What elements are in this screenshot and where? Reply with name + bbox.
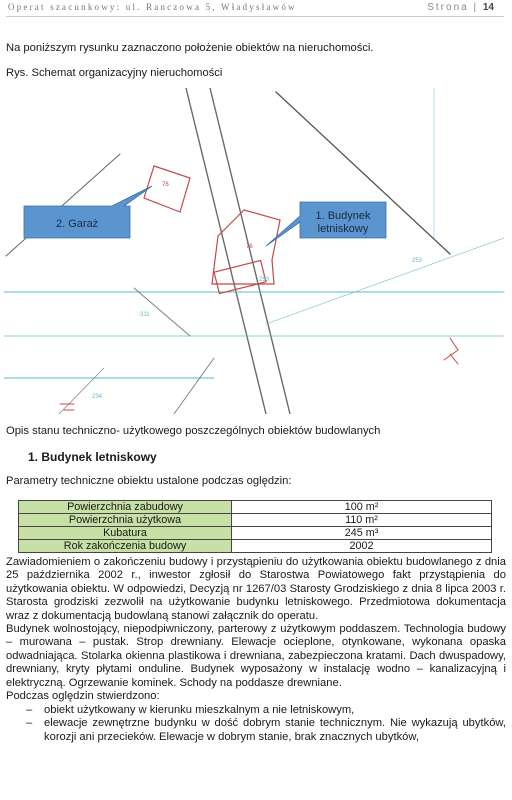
- parcel-boundary-lines: [4, 88, 504, 414]
- summer-house-footprint: [212, 210, 280, 293]
- running-header: Operat szacunkowy: ul. Ranczowa 5, Władysławów: [8, 2, 297, 12]
- table-row: [19, 540, 492, 553]
- figure-caption: Rys. Schemat organizacyjny nieruchomości: [6, 67, 223, 79]
- page-separator: |: [473, 2, 479, 13]
- param-value: 110 m²: [232, 514, 492, 527]
- list-item: [6, 717, 506, 744]
- param-label: Rok zakończenia budowy: [19, 540, 232, 553]
- list-item: [6, 704, 506, 717]
- list-item-text: obiekt użytkowany w kierunku mieszkalnym a nie letniskowym,: [44, 704, 355, 716]
- callout-building-line2: letniskowy: [317, 223, 369, 235]
- body-text: [6, 556, 506, 703]
- params-intro: Parametry techniczne obiektu ustalone podczas oględzin:: [6, 475, 292, 487]
- table-row: [19, 527, 492, 540]
- parcel-label: 253: [259, 277, 270, 283]
- parcel-label: 234: [92, 394, 103, 400]
- paragraph-building-description: Budynek wolnostojący, niepodpiwniczony, parterowy z użytkowym poddaszem. Technologia budowy – murowana – pustak. Strop drewniany. Elewacje ocieplone, otynkowane, wykonana opaska odwadniająca. Stolarka okienna plastikowa i drewniana, zabezpieczona kratami. Dach dwuspadowy, drewniany, kryty płytami onduline. Budynek wyposażony w instalację wodno – kanalizacyjną i elektryczną. Ogrzewanie kominek. Schody na poddasze drewniane.: [6, 623, 506, 689]
- parameters-table: [18, 500, 492, 553]
- parcel-label: 76: [246, 244, 253, 250]
- page-number: 14: [482, 2, 494, 13]
- bullet-dash: –: [26, 717, 33, 730]
- section-intro: Opis stanu techniczno- użytkowego poszczególnych obiektów budowlanych: [6, 425, 381, 437]
- intro-text: Na poniższym rysunku zaznaczono położenie obiektów na nieruchomości.: [6, 42, 374, 54]
- page-number-label: [427, 2, 494, 13]
- param-value: 2002: [232, 540, 492, 553]
- param-label: Kubatura: [19, 527, 232, 540]
- parcel-label: 253: [412, 258, 423, 264]
- bullet-dash: –: [26, 704, 33, 716]
- param-label: Powierzchnia użytkowa: [19, 514, 232, 527]
- header-rule: [6, 16, 504, 17]
- findings-list: [6, 704, 506, 744]
- paragraph-inspection-intro: Podczas oględzin stwierdzono:: [6, 690, 160, 703]
- callout-garage-label: 2. Garaż: [56, 218, 99, 230]
- parcel-label: 311: [140, 312, 150, 318]
- table-row: [19, 514, 492, 527]
- param-label: Powierzchnia zabudowy: [19, 501, 232, 514]
- callout-summer-house: [266, 202, 386, 246]
- site-plan-map: [4, 88, 506, 414]
- callout-garage: [24, 186, 152, 238]
- param-value: 100 m²: [232, 501, 492, 514]
- garage-footprint: [144, 166, 190, 212]
- page-label: Strona: [427, 2, 469, 13]
- param-value: 245 m³: [232, 527, 492, 540]
- list-item-text: elewacje zewnętrzne budynku w dość dobrym stanie technicznym. Nie wykazują ubytków, korozji ani przecieków. Elewacje w dobrym stanie, brak znacznych ubytków,: [44, 717, 506, 743]
- section-heading: 1. Budynek letniskowy: [28, 450, 157, 464]
- callout-building-line1: 1. Budynek: [315, 210, 371, 222]
- paragraph-completion-notice: Zawiadomieniem o zakończeniu budowy i przystąpieniu do użytkowania obiektu budowlanego z dnia 25 października 2002 r., inwestor zgłosił do Starostwa Powiatowego fakt przystąpienia do użytkowania obiektu. W odpowiedzi, Decyzją nr 1267/03 Starosty Grodziskiego z dnia 8 lipca 2003 r. Starosta grodziski zezwolił na użytkowanie budynku letniskowego. Przedmiotowa dokumentacja wraz z dokumentacją budowlaną stanowi załącznik do operatu.: [6, 556, 506, 622]
- table-row: [19, 501, 492, 514]
- parcel-label: 76: [162, 182, 169, 188]
